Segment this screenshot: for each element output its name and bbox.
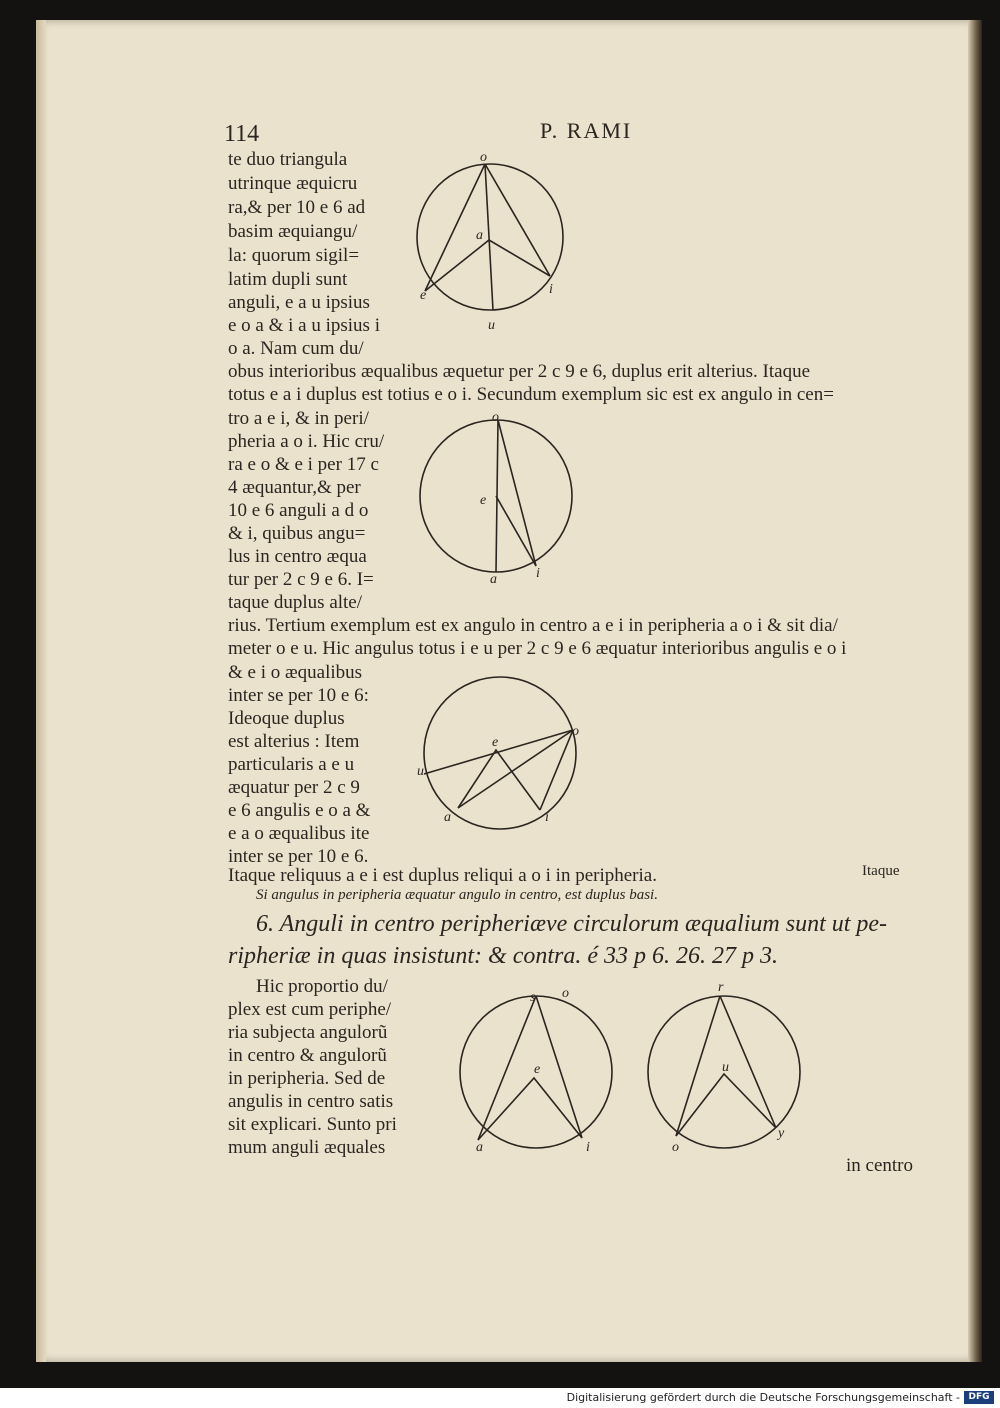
text-line: e o a & i a u ipsius i bbox=[228, 315, 380, 336]
text-line: basim æquiangu/ bbox=[228, 221, 358, 242]
text-line: e a o æqualibus ite bbox=[228, 823, 370, 844]
figure-label: o bbox=[480, 150, 487, 165]
text-line: 10 e 6 anguli a d o bbox=[228, 500, 369, 521]
theorem-line-1: 6. Anguli in centro peripheriæve circulorum æqualium sunt ut pe- bbox=[256, 911, 888, 937]
text-line: particularis a e u bbox=[228, 754, 355, 775]
figure-label: i bbox=[536, 566, 540, 581]
text-line: ra,& per 10 e 6 ad bbox=[228, 197, 366, 218]
text-line: plex est cum periphe/ bbox=[228, 999, 392, 1020]
text-line: tro a e i, & in peri/ bbox=[228, 408, 369, 429]
text-line: mum anguli æquales bbox=[228, 1137, 386, 1158]
figure-label: o bbox=[672, 1140, 679, 1155]
text-line: est alterius : Item bbox=[228, 731, 360, 752]
text-line: latim dupli sunt bbox=[228, 269, 348, 290]
figure-label: a bbox=[476, 228, 483, 243]
text-line: & i, quibus angu= bbox=[228, 523, 366, 544]
catchword-right: Itaque bbox=[862, 863, 900, 879]
theorem-line-2: ripheriæ in quas insistunt: & contra. é 33 p 6. 26. 27 p 3. bbox=[228, 943, 779, 969]
figure-label: u bbox=[722, 1060, 729, 1075]
text-line: taque duplus alte/ bbox=[228, 592, 363, 613]
figure-label: i bbox=[549, 282, 553, 297]
text-line: ra e o & e i per 17 c bbox=[228, 454, 379, 475]
dfg-logo[interactable]: DFG bbox=[964, 1391, 994, 1404]
text-line: rius. Tertium exemplum est ex angulo in centro a e i in peripheria a o i & sit dia/ bbox=[228, 615, 838, 636]
page-edge bbox=[36, 20, 46, 1362]
book-spine bbox=[968, 20, 982, 1362]
text-line: tur per 2 c 9 e 6. I= bbox=[228, 569, 374, 590]
figure-label: r bbox=[718, 980, 724, 995]
italic-note: Si angulus in peripheria æquatur angulo in centro, est duplus basi. bbox=[256, 887, 658, 903]
text-line: inter se per 10 e 6: bbox=[228, 685, 369, 706]
text-line: obus interioribus æqualibus æquetur per 2 c 9 e 6, duplus erit alterius. Itaque bbox=[228, 361, 811, 382]
text-line: sit explicari. Sunto pri bbox=[228, 1114, 397, 1135]
geometry-figure-1 bbox=[413, 160, 583, 320]
text-line: angulis in centro satis bbox=[228, 1091, 394, 1112]
figure-label: o bbox=[492, 410, 499, 425]
figure-label: o bbox=[572, 724, 579, 739]
text-line: anguli, e a u ipsius bbox=[228, 292, 370, 313]
running-head: P. RAMI bbox=[540, 118, 633, 143]
figure-label: o bbox=[562, 986, 569, 1001]
text-line: Itaque reliquus a e i est duplus reliqui a o i in peripheria. bbox=[228, 865, 657, 886]
footer-credit: Digitalisierung gefördert durch die Deutsche Forschungsgemeinschaft - bbox=[566, 1391, 960, 1404]
text-line: Ideoque duplus bbox=[228, 708, 345, 729]
text-line: lus in centro æqua bbox=[228, 546, 367, 567]
text-line: 4 æquantur,& per bbox=[228, 477, 361, 498]
text-line: Hic proportio du/ bbox=[256, 976, 388, 997]
figure-label: u bbox=[417, 764, 424, 779]
text-line: ria subjecta angulorũ bbox=[228, 1022, 388, 1043]
text-line: in centro & angulorũ bbox=[228, 1045, 387, 1066]
text-line: o a. Nam cum du/ bbox=[228, 338, 364, 359]
footer-bar bbox=[0, 1388, 1000, 1408]
text-line: inter se per 10 e 6. bbox=[228, 846, 369, 867]
text-line: æquatur per 2 c 9 bbox=[228, 777, 360, 798]
text-line: la: quorum sigil= bbox=[228, 245, 360, 266]
text-line: utrinque æquicru bbox=[228, 173, 358, 194]
geometry-figure-3 bbox=[424, 678, 584, 828]
figure-label: s bbox=[530, 990, 536, 1005]
figure-label: i bbox=[586, 1140, 590, 1155]
figure-label: y bbox=[778, 1126, 785, 1141]
figure-label: e bbox=[492, 735, 499, 750]
text-line: totus e a i duplus est totius e o i. Secundum exemplum sic est ex angulo in cen= bbox=[228, 384, 834, 405]
page-number: 114 bbox=[224, 121, 260, 147]
text-line: meter o e u. Hic angulus totus i e u per 2 c 9 e 6 æquatur interioribus angulis e o i bbox=[228, 638, 847, 659]
text-line: te duo triangula bbox=[228, 149, 348, 170]
text-line: & e i o æqualibus bbox=[228, 662, 363, 683]
figure-label: u bbox=[488, 318, 495, 333]
figure-label: e bbox=[480, 493, 487, 508]
catchword: in centro bbox=[846, 1155, 914, 1176]
figure-label: a bbox=[490, 572, 497, 587]
figure-label: a bbox=[476, 1140, 483, 1155]
figure-label: e bbox=[420, 288, 427, 303]
figure-label: e bbox=[534, 1062, 541, 1077]
text-line: pheria a o i. Hic cru/ bbox=[228, 431, 385, 452]
figure-label: i bbox=[545, 810, 549, 825]
figure-label: a bbox=[444, 810, 451, 825]
text-line: in peripheria. Sed de bbox=[228, 1068, 386, 1089]
text-line: e 6 angulis e o a & bbox=[228, 800, 371, 821]
geometry-figure-2 bbox=[420, 420, 580, 580]
